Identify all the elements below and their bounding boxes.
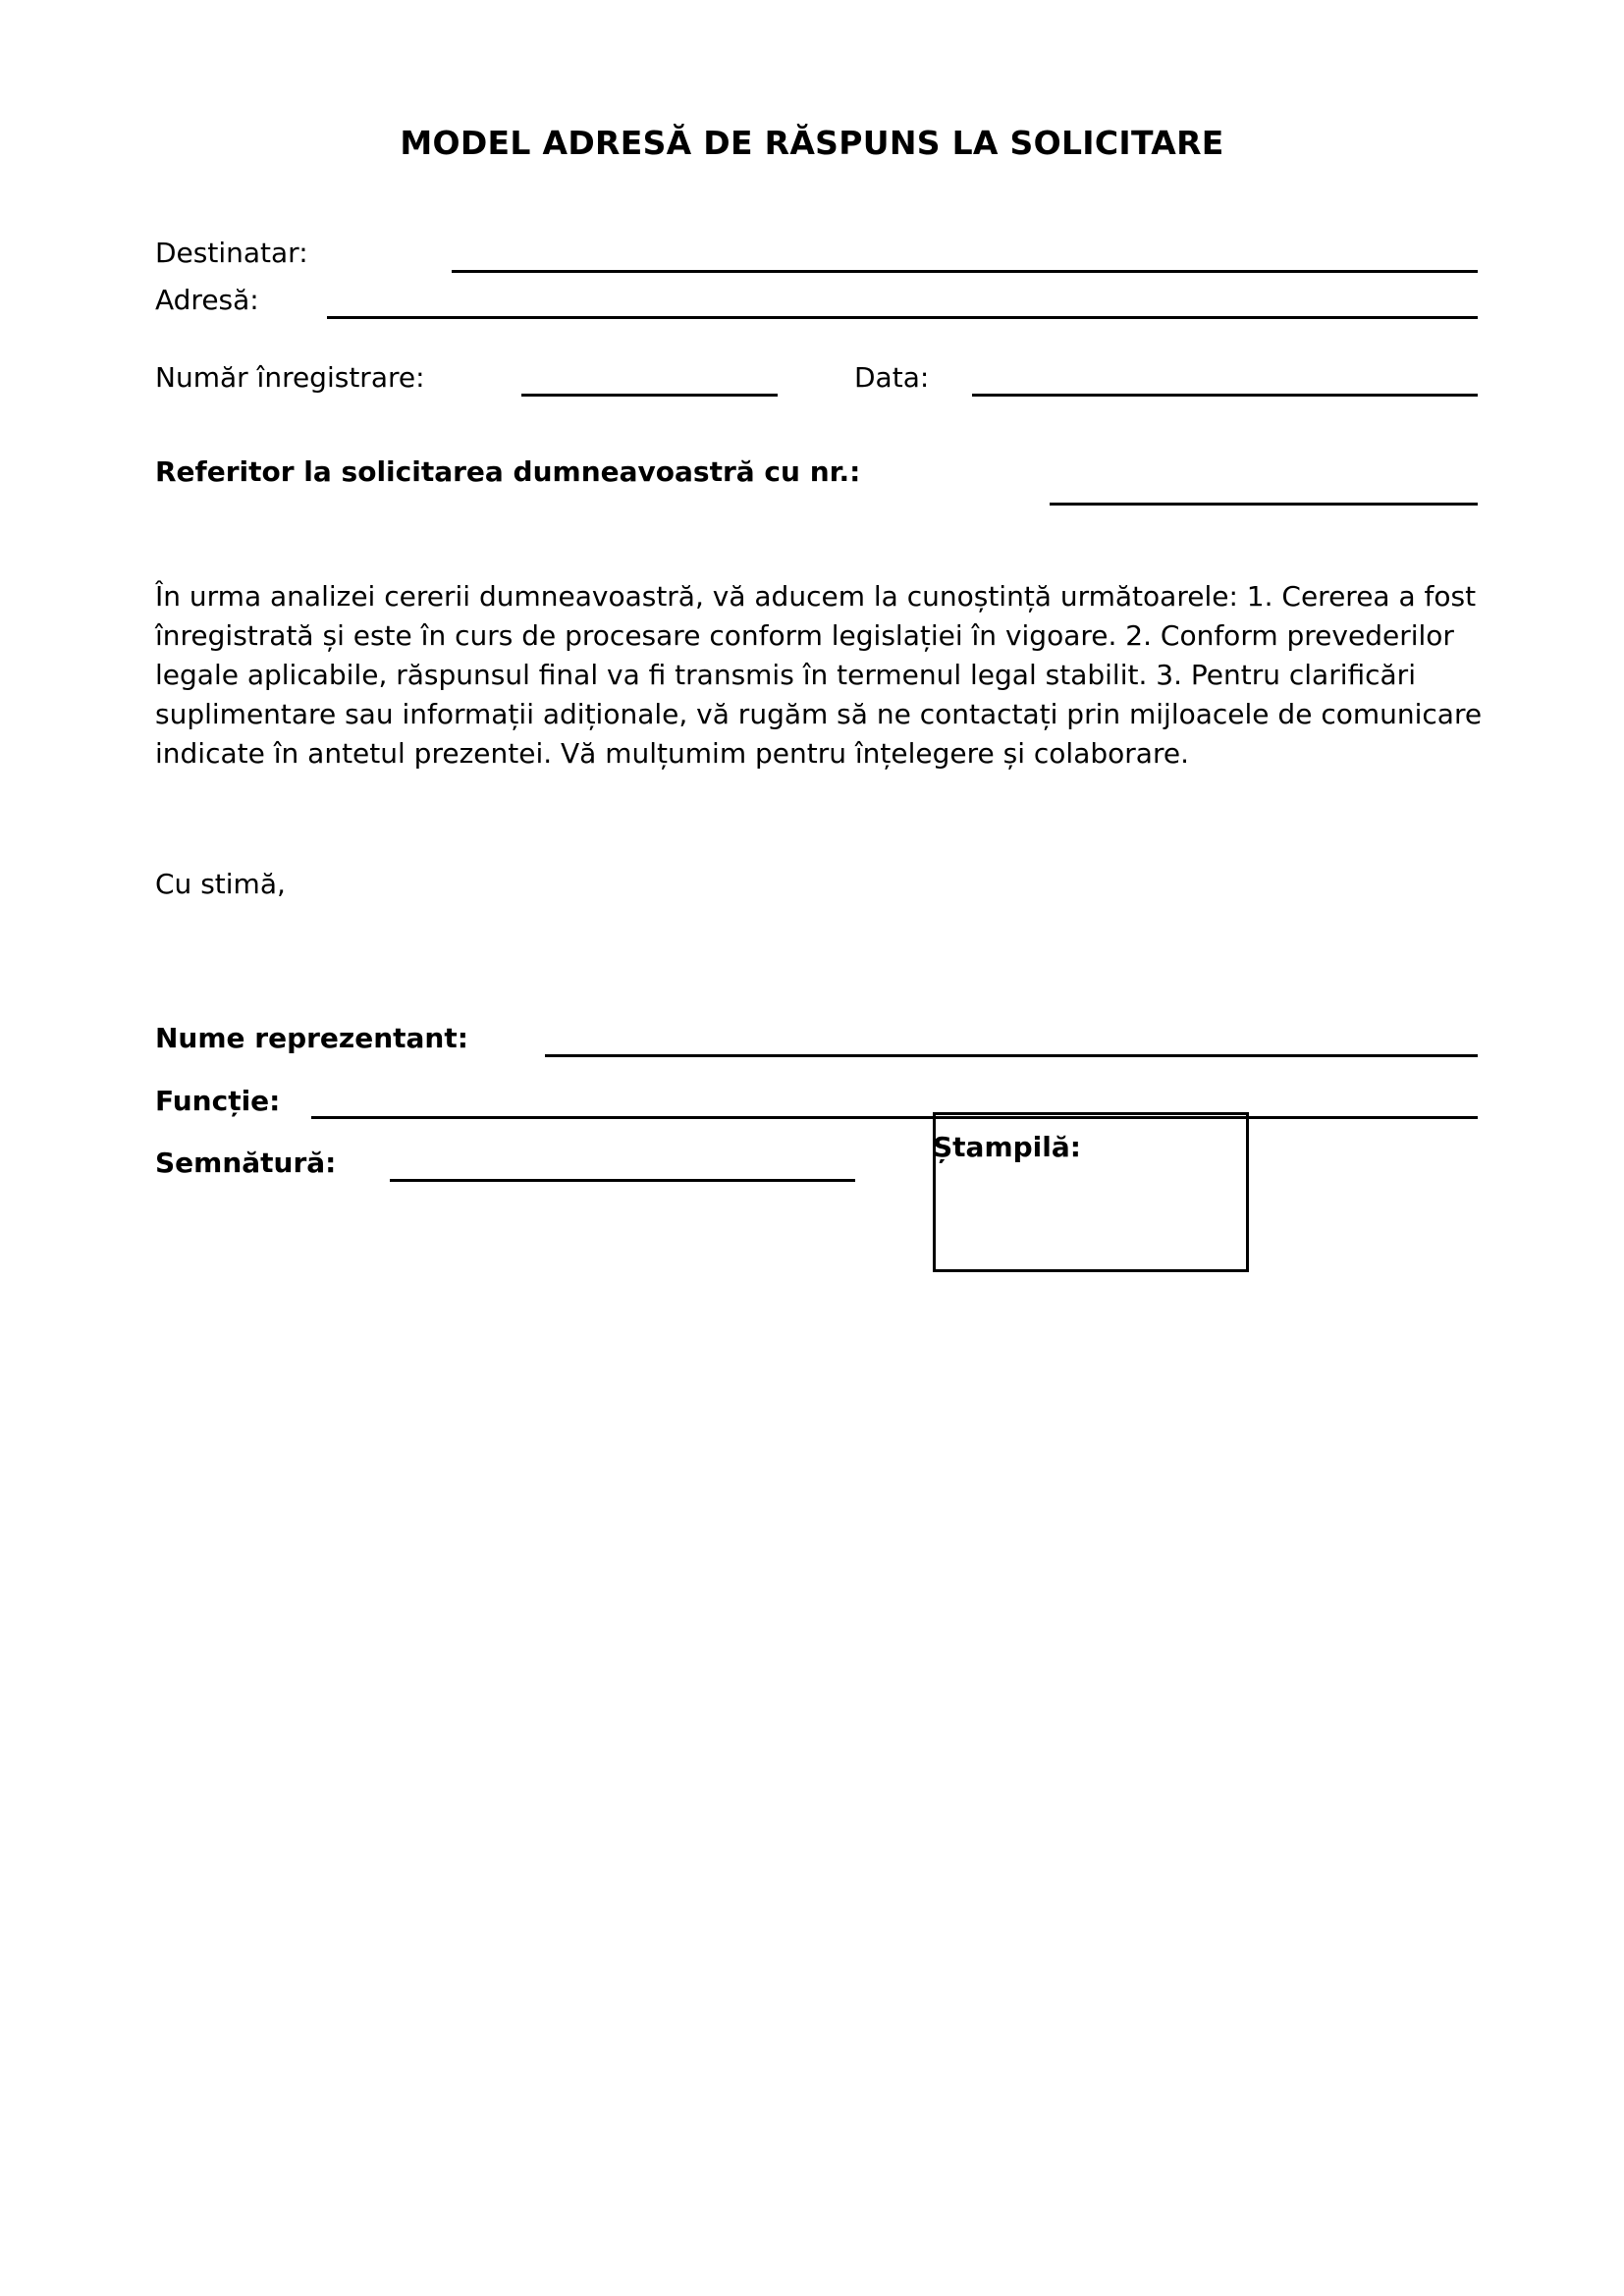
nume-reprezentant-field-line[interactable]	[545, 1054, 1478, 1057]
nume-reprezentant-label: Nume reprezentant:	[155, 1022, 468, 1054]
semnatura-field-line[interactable]	[390, 1179, 855, 1182]
destinatar-field-line[interactable]	[452, 270, 1478, 273]
stampila-label: Ștampilă:	[933, 1131, 1081, 1163]
closing-text: Cu stimă,	[155, 868, 286, 900]
destinatar-label: Destinatar:	[155, 237, 308, 269]
data-label: Data:	[854, 361, 930, 394]
adresa-field-line[interactable]	[327, 316, 1478, 319]
numar-inregistrare-label: Număr înregistrare:	[155, 361, 425, 394]
body-paragraph: În urma analizei cererii dumneavoastră, vă aducem la cunoștință următoarele: 1. Cererea a fost înregistrată și este în curs de procesare conform legislației în vigoare. 2. Conform prevederilor legale aplicabile, răspunsul final va fi transmis în termenul legal stabilit. 3. Pentru clarificări suplimentare sau informații adiționale, vă rugăm să ne contactați prin mijloacele de comunicare indicate în antetul prezentei. Vă mulțumim pentru înțelegere și colaborare.	[155, 580, 1483, 770]
semnatura-label: Semnătură:	[155, 1147, 337, 1179]
referitor-label: Referitor la solicitarea dumneavoastră cu nr.:	[155, 455, 861, 488]
referitor-field-line[interactable]	[1050, 503, 1478, 506]
document-title: MODEL ADRESĂ DE RĂSPUNS LA SOLICITARE	[400, 124, 1224, 162]
functie-field-line[interactable]	[311, 1116, 1478, 1119]
numar-inregistrare-field-line[interactable]	[521, 394, 778, 397]
adresa-label: Adresă:	[155, 284, 259, 316]
functie-label: Funcție:	[155, 1085, 281, 1117]
data-field-line[interactable]	[972, 394, 1478, 397]
